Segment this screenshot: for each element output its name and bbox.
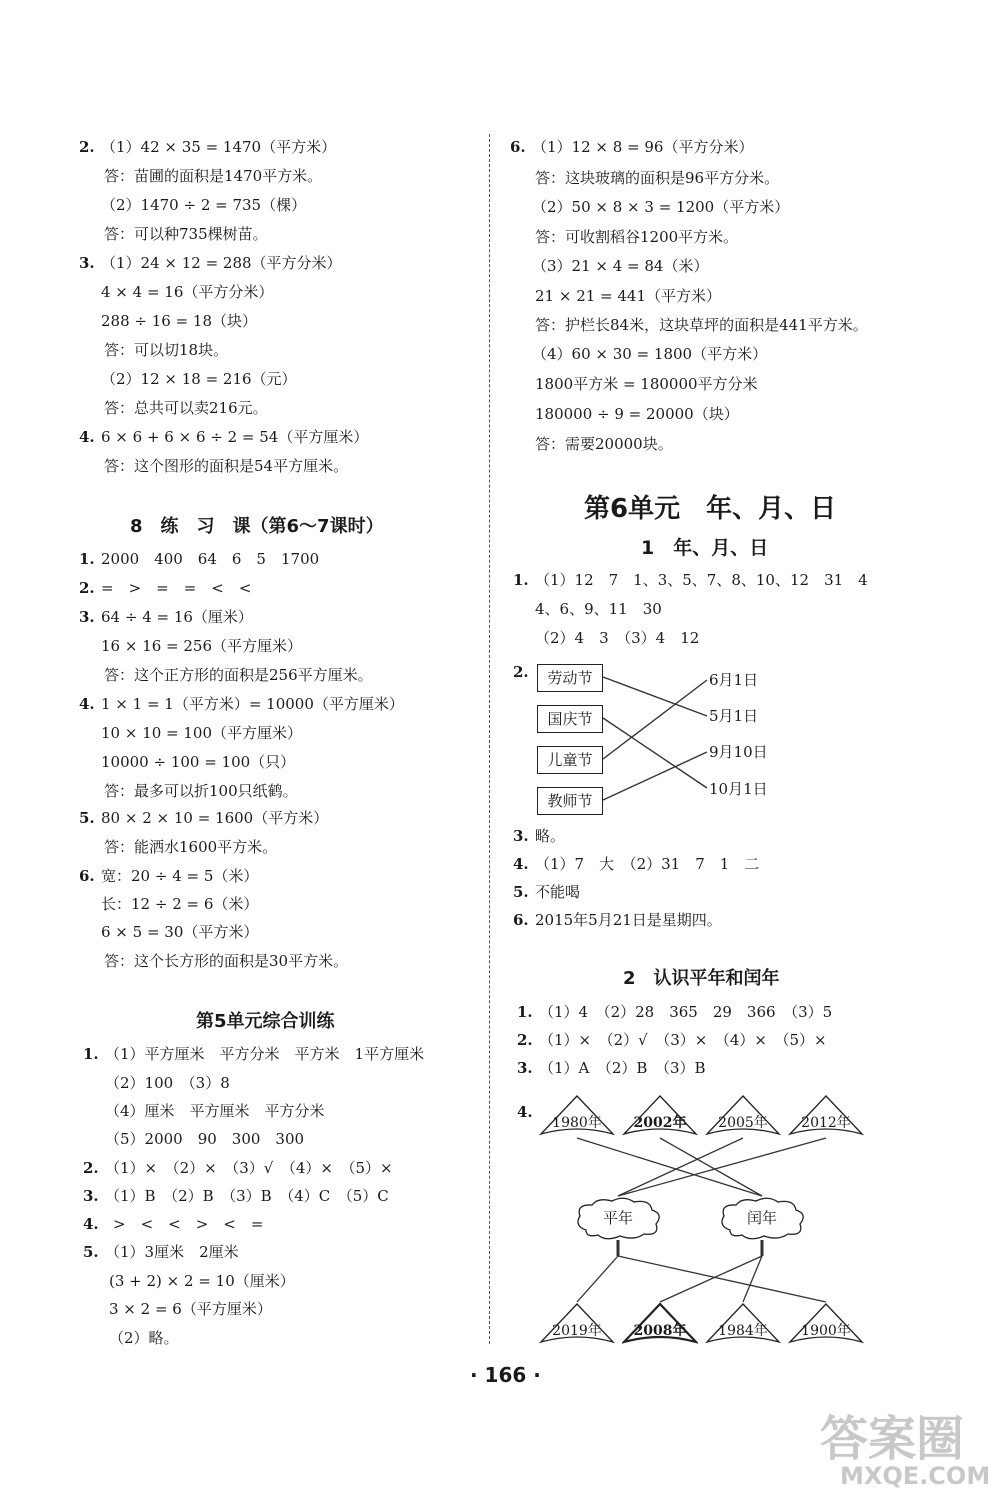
year-label: 2019年 [552, 1323, 602, 1339]
q4-line: 6 × 6 + 6 × 6 ÷ 2 = 54（平方厘米） [101, 428, 369, 446]
answer-number: 3. [79, 608, 95, 626]
q6-line: 答：需要20000块。 [535, 435, 673, 453]
q2-line: （1）42 × 35 = 1470（平方米） [101, 138, 337, 156]
page-number: · 166 · [470, 1363, 541, 1387]
year-label: 2002年 [633, 1115, 687, 1131]
section-title-unit5: 第5单元综合训练 [196, 1011, 335, 1032]
answer-number: 2. [517, 1031, 533, 1049]
leap-answer: （1）A （2）B （3）B [539, 1059, 706, 1077]
practice-answer: 80 × 2 × 10 = 1600（平方米） [101, 809, 329, 827]
practice-answer: 答：这个正方形的面积是256平方厘米。 [104, 666, 373, 684]
practice-answer: 答：最多可以折100只纸鹤。 [104, 782, 298, 800]
answer-number: 2. [79, 579, 95, 597]
answer-number: 6. [79, 867, 95, 885]
q6-line: （2）50 × 8 × 3 = 1200（平方米） [532, 198, 790, 216]
q6-line: 答：这块玻璃的面积是96平方分米。 [535, 169, 780, 187]
year-label: 2008年 [633, 1323, 687, 1339]
unit5-answer: （1）B （2）B （3）B （4）C （5）C [105, 1187, 389, 1205]
festival-box: 儿童节 [537, 746, 603, 774]
section-title-practice: 8 练 习 课（第6～7课时） [130, 516, 384, 537]
unit6-answer: （1）12 7 1、3、5、7、8、10、12 31 4 [535, 571, 868, 589]
practice-answer: 宽：20 ÷ 4 = 5（米） [101, 867, 259, 885]
q3-line: （1）24 × 12 = 288（平方分米） [101, 254, 342, 272]
unit5-answer: > < < > < = [113, 1215, 264, 1233]
practice-answer: 10 × 10 = 100（平方厘米） [101, 724, 303, 742]
unit5-answer: （5）2000 90 300 300 [105, 1130, 305, 1148]
date-label: 5月1日 [709, 707, 759, 725]
unit6-subtitle: 1 年、月、日 [641, 537, 769, 559]
practice-answer: 答：这个长方形的面积是30平方米。 [104, 952, 349, 970]
answer-number: 1. [513, 571, 529, 589]
q4-line: 答：这个图形的面积是54平方厘米。 [104, 457, 349, 475]
q6-line: 21 × 21 = 441（平方米） [535, 287, 722, 305]
q6-line: 1800平方米 = 180000平方分米 [535, 375, 758, 393]
answer-number: 5. [79, 809, 95, 827]
answer-number: 2. [513, 663, 529, 681]
q3-number: 3. [79, 254, 95, 272]
q3-line: 答：可以切18块。 [104, 341, 229, 359]
q6-line: 答：护栏长84米，这块草坪的面积是441平方米。 [535, 316, 868, 334]
q3-line: 288 ÷ 16 = 18（块） [101, 312, 258, 330]
q6-line: （1）12 × 8 = 96（平方分米） [532, 138, 754, 156]
unit6-answer: 略。 [535, 827, 566, 845]
practice-answer: 长：12 ÷ 2 = 6（米） [101, 895, 259, 913]
unit5-answer: （1）平方厘米 平方分米 平方米 1平方厘米 [105, 1045, 425, 1063]
answer-number: 6. [513, 911, 529, 929]
date-label: 9月10日 [709, 743, 768, 761]
leap-answer: （1）× （2）√ （3）× （4）× （5）× [539, 1031, 827, 1049]
q6-line: 答：可收割稻谷1200平方米。 [535, 228, 739, 246]
answer-number: 3. [517, 1059, 533, 1077]
practice-answer: 6 × 5 = 30（平方米） [101, 923, 259, 941]
q3-line: 4 × 4 = 16（平方分米） [101, 283, 274, 301]
date-label: 6月1日 [709, 671, 759, 689]
answer-number: 4. [79, 695, 95, 713]
q6-line: 180000 ÷ 9 = 20000（块） [535, 405, 739, 423]
category-label: 闰年 [746, 1209, 777, 1227]
answer-number: 1. [83, 1045, 99, 1063]
festival-box: 劳动节 [537, 664, 603, 692]
practice-answer: = > = = < < [101, 579, 252, 597]
unit5-answer: （1）3厘米 2厘米 [105, 1243, 239, 1261]
practice-answer: 2000 400 64 6 5 1700 [101, 550, 320, 568]
practice-answer: 答：能洒水1600平方米。 [104, 838, 278, 856]
category-label: 平年 [602, 1209, 633, 1227]
q3-line: 答：总共可以卖216元。 [104, 399, 268, 417]
leap-answer: （1）4 （2）28 365 29 366 （3）5 [539, 1003, 833, 1021]
unit6-answer: 不能喝 [535, 883, 581, 901]
unit6-answer: （2）4 3 （3）4 12 [535, 629, 700, 647]
q6-line: （3）21 × 4 = 84（米） [532, 257, 709, 275]
answer-number: 5. [83, 1243, 99, 1261]
answer-number: 4. [513, 855, 529, 873]
unit6-answer: 4、6、9、11 30 [535, 600, 662, 618]
answer-number: 3. [513, 827, 529, 845]
q2-number: 2. [79, 138, 95, 156]
year-label: 1984年 [718, 1323, 768, 1339]
answer-number: 3. [83, 1187, 99, 1205]
answer-number: 4. [517, 1103, 533, 1121]
answer-number: 2. [83, 1159, 99, 1177]
answer-number: 1. [79, 550, 95, 568]
unit5-answer: （2）略。 [109, 1329, 179, 1347]
q2-line: 答：可以种735棵树苗。 [104, 225, 268, 243]
watermark [800, 1400, 1000, 1499]
q3-line: （2）12 × 18 = 216（元） [101, 370, 297, 388]
practice-answer: 10000 ÷ 100 = 100（只） [101, 753, 296, 771]
q2-line: （2）1470 ÷ 2 = 735（棵） [101, 196, 307, 214]
unit5-answer: 3 × 2 = 6（平方厘米） [109, 1300, 272, 1318]
q6-number: 6. [510, 138, 526, 156]
answer-number: 4. [83, 1215, 99, 1233]
festival-box: 教师节 [537, 787, 603, 815]
unit6-title: 第6单元 年、月、日 [584, 494, 837, 524]
year-label: 1980年 [552, 1115, 602, 1131]
practice-answer: 16 × 16 = 256（平方厘米） [101, 637, 303, 655]
unit5-answer: (3 + 2) × 2 = 10（厘米） [109, 1272, 295, 1290]
unit6-answer: （1）7 大 （2）31 7 1 二 [535, 855, 760, 873]
q2-line: 答：苗圃的面积是1470平方米。 [104, 167, 323, 185]
practice-answer: 1 × 1 = 1（平方米）= 10000（平方厘米） [101, 695, 404, 713]
date-label: 10月1日 [709, 780, 768, 798]
unit5-answer: （4）厘米 平方厘米 平方分米 [105, 1102, 325, 1120]
festival-box: 国庆节 [537, 705, 603, 733]
answer-number: 1. [517, 1003, 533, 1021]
unit5-answer: （1）× （2）× （3）√ （4）× （5）× [105, 1159, 393, 1177]
watermark-url: MXQE.COM [840, 1462, 991, 1490]
practice-answer: 64 ÷ 4 = 16（厘米） [101, 608, 253, 626]
q6-line: （4）60 × 30 = 1800（平方米） [532, 345, 768, 363]
year-label: 2012年 [801, 1115, 851, 1131]
year-label: 1900年 [801, 1323, 851, 1339]
q4-number: 4. [79, 428, 95, 446]
unit6-answer: 2015年5月21日是星期四。 [535, 911, 722, 929]
answer-number: 5. [513, 883, 529, 901]
watermark-logo-text: 答案圈 [820, 1411, 965, 1467]
unit5-answer: （2）100 （3）8 [105, 1074, 230, 1092]
year-label: 2005年 [718, 1115, 768, 1131]
leap-year-subtitle: 2 认识平年和闰年 [623, 968, 780, 989]
